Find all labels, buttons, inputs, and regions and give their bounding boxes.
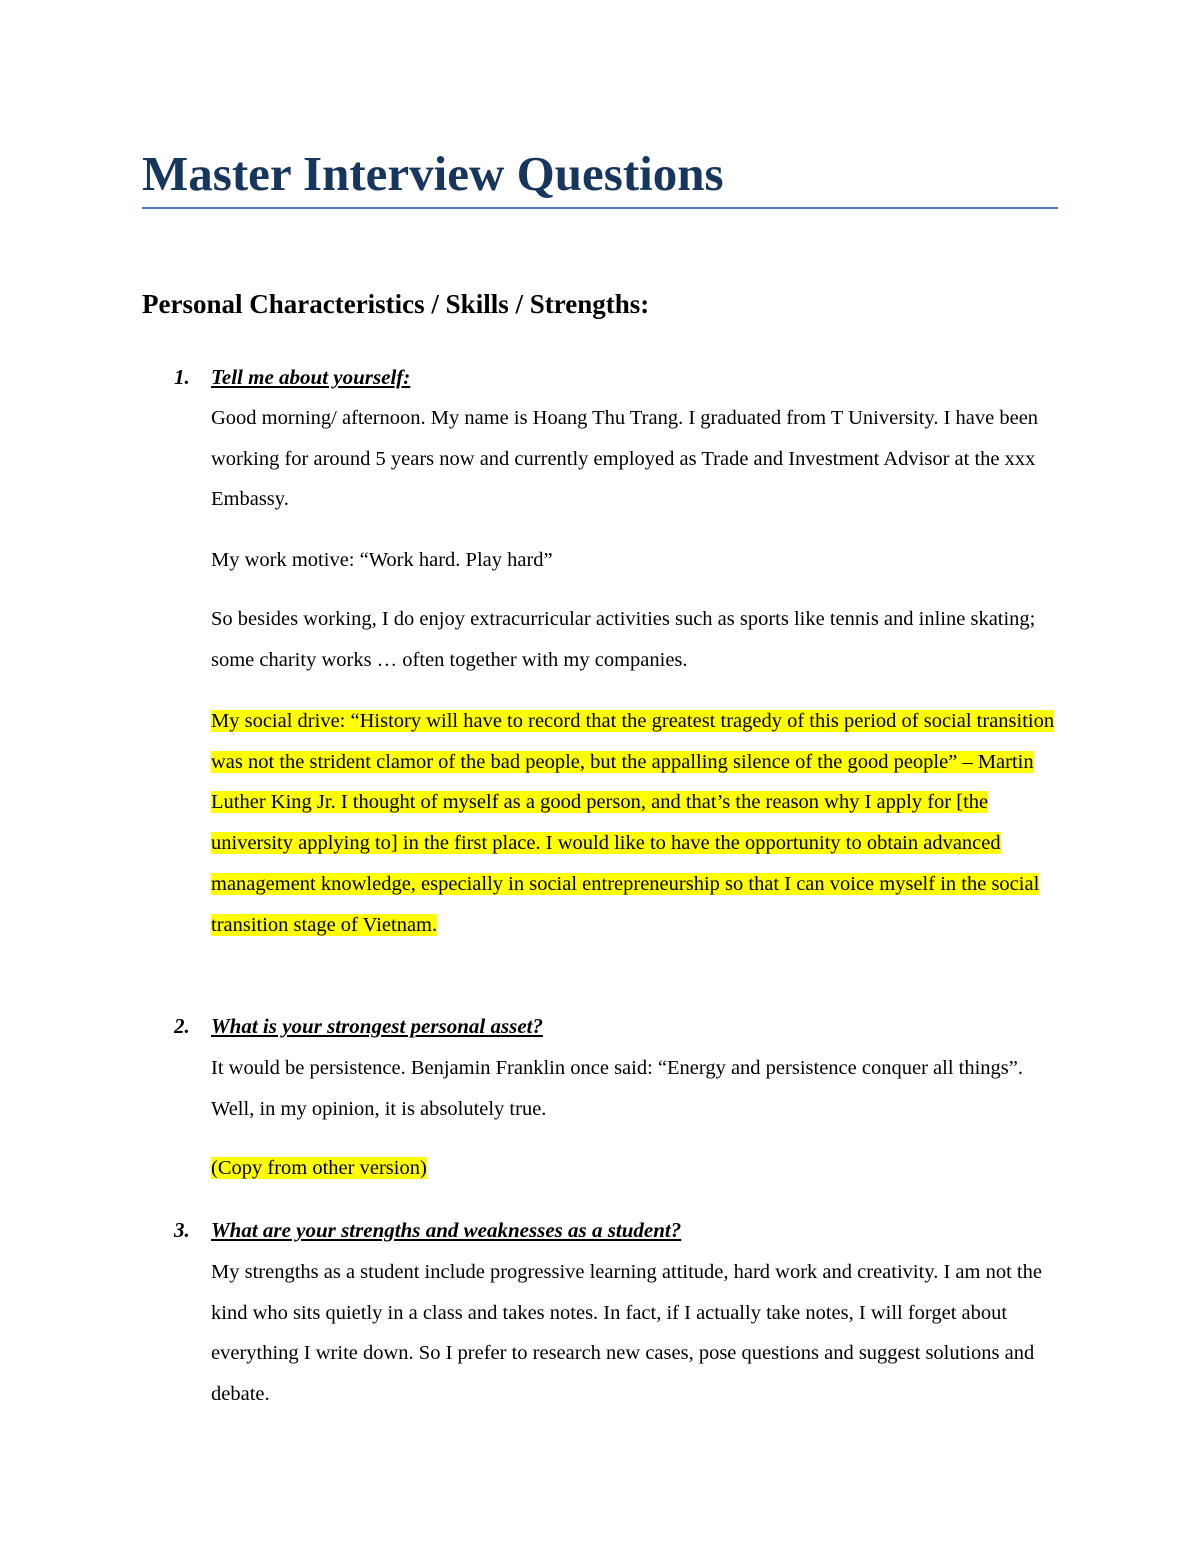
question-3-title: What are your strengths and weaknesses as a student?: [211, 1218, 682, 1242]
question-2-answer: It would be persistence. Benjamin Franklin once said: “Energy and persistence conquer all things”. Well, in my opinion, it is absolutely true.: [211, 1057, 1023, 1120]
question-1-social-drive: [211, 701, 1069, 945]
question-number-2: 2.: [174, 1014, 190, 1038]
highlighted-text: My social drive: “History will have to record that the greatest tragedy of this period of social transition was not the strident clamor of the bad people, but the appalling silence of the good people” – Martin Luther King Jr. I thought of myself as a good person, and that’s the reason why I apply for [the university applying to] in the first place. I would like to have the opportunity to obtain advanced management knowledge, especially in social entrepreneurship so that I can voice myself in the social transition stage of Vietnam.: [211, 710, 1055, 936]
question-1-work-motive: My work motive: “Work hard. Play hard”: [211, 549, 553, 571]
question-2-title: What is your strongest personal asset?: [211, 1014, 543, 1038]
question-1-title: Tell me about yourself:: [211, 365, 411, 389]
page-title: Master Interview Questions: [142, 146, 724, 201]
section-heading: Personal Characteristics / Skills / Strengths:: [142, 289, 650, 319]
question-3-answer: My strengths as a student include progressive learning attitude, hard work and creativity. I am not the kind who sits quietly in a class and takes notes. In fact, if I actually take notes, I will forget about everything I write down. So I prefer to research new cases, pose questions and suggest solutions and debate.: [211, 1261, 1042, 1406]
question-1-intro: Good morning/ afternoon. My name is Hoang Thu Trang. I graduated from T University. I have been working for around 5 years now and currently employed as Trade and Investment Advisor at the xxx Embassy.: [211, 407, 1039, 511]
question-1-activities: So besides working, I do enjoy extracurricular activities such as sports like tennis and inline skating; some charity works … often together with my companies.: [211, 608, 1036, 671]
highlighted-note: (Copy from other version): [211, 1157, 427, 1179]
question-2-note: [211, 1148, 1069, 1189]
question-number-3: 3.: [174, 1218, 190, 1242]
title-underline-rule: [142, 207, 1058, 209]
question-number-1: 1.: [174, 365, 190, 389]
